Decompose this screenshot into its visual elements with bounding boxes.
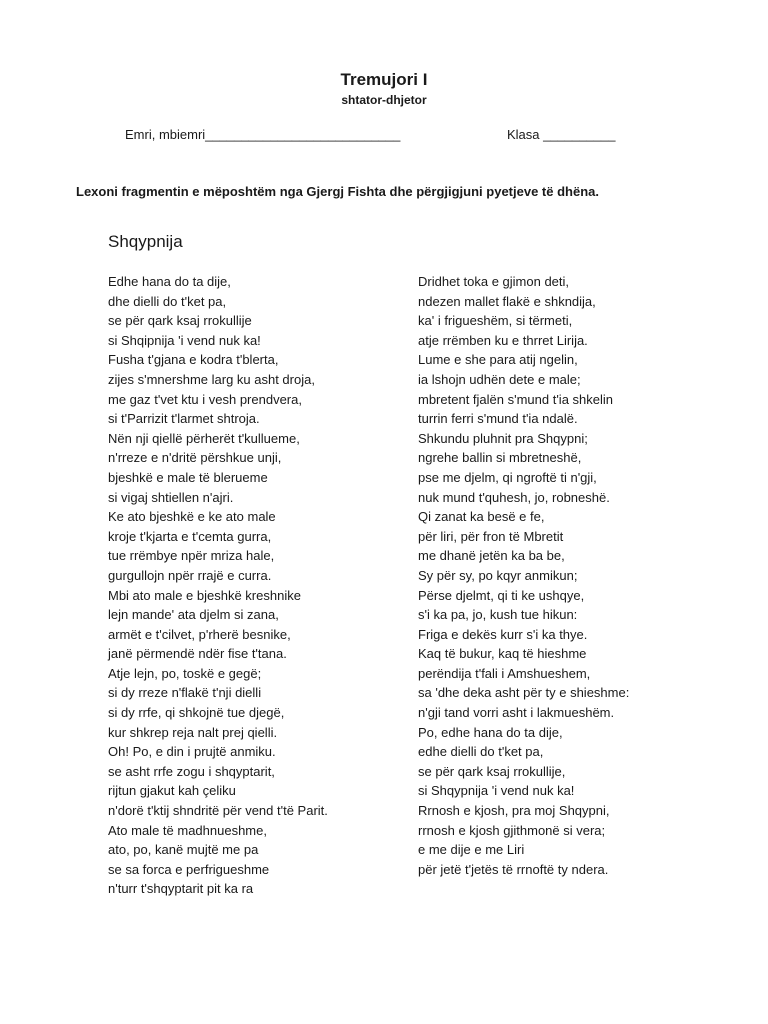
poem-line: Edhe hana do ta dije, <box>108 274 231 289</box>
instructions-text: Lexoni fragmentin e mëposhtëm nga Gjergj Fishta dhe përgjigjuni pyetjeve të dhëna. <box>76 184 599 199</box>
poem-line: zijes s'mnershme larg ku asht droja, <box>108 371 315 387</box>
poem-line: armët e t'cilvet, p'rherë besnike, <box>108 626 291 642</box>
poem-line: Rrnosh e kjosh, pra moj Shqypni, <box>418 803 610 819</box>
poem-line: se asht rrfe zogu i shqyptarit, <box>108 763 275 779</box>
poem-line: Atje lejn, po, toskë e gegë; <box>108 665 262 681</box>
poem-line: sa 'dhe deka asht për ty e shieshme: <box>418 685 630 701</box>
poem-line: gurgullojn npër rrajë e curra. <box>108 567 272 583</box>
poem-line: kroje t'kjarta e t'cemta gurra, <box>108 528 272 544</box>
poem-line: si t'Parrizit t'larmet shtroja. <box>108 411 260 427</box>
poem-left-column <box>108 272 328 899</box>
poem-line: se për qark ksaj rrokullije, <box>418 763 566 779</box>
poem-line: Po, edhe hana do ta dije, <box>418 724 563 740</box>
poem-line: n'rreze e n'dritë përshkue unji, <box>108 450 282 466</box>
name-field-label: Emri, mbiemri___________________________ <box>125 127 401 142</box>
poem-line: n'gji tand vorri asht i lakmueshëm. <box>418 705 615 721</box>
poem-line: si Shqipnija 'i vend nuk ka! <box>108 332 261 348</box>
poem-line: Oh! Po, e din i prujtë anmiku. <box>108 744 276 760</box>
poem-line: Dridhet toka e gjimon deti, <box>418 274 570 289</box>
poem-line: Qi zanat ka besë e fe, <box>418 509 545 525</box>
poem-line: rijtun gjakut kah çeliku <box>108 783 236 799</box>
poem-line: mbretent fjalën s'mund t'ia shkelin <box>418 391 614 407</box>
page-subtitle: shtator-dhjetor <box>341 93 427 107</box>
poem-line: Nën nji qiellë përherët t'kullueme, <box>108 430 300 446</box>
poem-right-column <box>418 272 629 879</box>
poem-line: pse me djelm, qi ngroftë ti n'gji, <box>418 469 597 485</box>
poem-line: Shkundu pluhnit pra Shqypni; <box>418 430 588 446</box>
poem-line: bjeshkë e male të blerueme <box>108 469 268 485</box>
poem-line: për jetë t'jetës të rrnoftë ty ndera. <box>418 861 609 877</box>
poem-line: ka' i frigueshëm, si tërmeti, <box>418 313 573 329</box>
poem-line: Sy për sy, po kqyr anmikun; <box>418 567 578 583</box>
poem-line: rrnosh e kjosh gjithmonë si vera; <box>418 822 606 838</box>
poem-line: për liri, për fron të Mbretit <box>418 528 564 544</box>
page-title: Tremujori I <box>340 70 428 89</box>
poem-line: edhe dielli do t'ket pa, <box>418 744 544 760</box>
poem-line: me dhanë jetën ka ba be, <box>418 548 565 564</box>
poem-line: si Shqypnija 'i vend nuk ka! <box>418 783 575 799</box>
poem-line: atje rrëmben ku e thrret Lirija. <box>418 332 588 348</box>
class-field-label: Klasa __________ <box>507 127 616 142</box>
poem-line: tue rrëmbye npër mriza hale, <box>108 548 275 564</box>
poem-line: n'dorë t'ktij shndritë për vend t'të Parit. <box>108 803 328 819</box>
poem-line: lejn mande' ata djelm si zana, <box>108 607 279 623</box>
poem-line: janë përmendë ndër fise t'tana. <box>108 646 287 662</box>
poem-line: Ato male të madhnueshme, <box>108 822 267 838</box>
poem-line: ngrehe ballin si mbretneshë, <box>418 450 582 466</box>
poem-line: Friga e dekës kurr s'i ka thye. <box>418 626 588 642</box>
poem-line: Përse djelmt, qi ti ke ushqye, <box>418 587 585 603</box>
poem-line: Fusha t'gjana e kodra t'blerta, <box>108 352 279 368</box>
poem-line: perëndija t'fali i Amshueshem, <box>418 665 591 681</box>
poem-line: n'turr t'shqyptarit pit ka ra <box>108 881 254 897</box>
poem-line: Kaq të bukur, kaq të hieshme <box>418 646 587 662</box>
poem-line: se sa forca e perfrigueshme <box>108 861 270 877</box>
poem-line: se për qark ksaj rrokullije <box>108 313 252 329</box>
poem-line: nuk mund t'quhesh, jo, robneshë. <box>418 489 610 505</box>
poem-line: s'i ka pa, jo, kush tue hikun: <box>418 607 578 623</box>
poem-line: ato, po, kanë mujtë me pa <box>108 842 259 858</box>
poem-line: ndezen mallet flakë e shkndija, <box>418 293 596 309</box>
poem-line: e me dije e me Liri <box>418 842 525 858</box>
poem-line: si dy rreze n'flakë t'nji dielli <box>108 685 262 701</box>
poem-line: kur shkrep reja nalt prej qielli. <box>108 724 278 740</box>
poem-line: si dy rrfe, qi shkojnë tue djegë, <box>108 705 285 721</box>
poem-line: me gaz t'vet ktu i vesh prendvera, <box>108 391 302 407</box>
poem-line: turrin ferri s'mund t'ia ndalë. <box>418 411 578 427</box>
poem-line: Lume e she para atij ngelin, <box>418 352 578 368</box>
poem-line: Mbi ato male e bjeshkë kreshnike <box>108 587 301 603</box>
poem-line: si vigaj shtiellen n'ajri. <box>108 489 234 505</box>
poem-title: Shqypnija <box>108 232 183 251</box>
poem-line: dhe dielli do t'ket pa, <box>108 293 227 309</box>
poem-line: ia lshojn udhën dete e male; <box>418 371 581 387</box>
poem-line: Ke ato bjeshkë e ke ato male <box>108 509 276 525</box>
